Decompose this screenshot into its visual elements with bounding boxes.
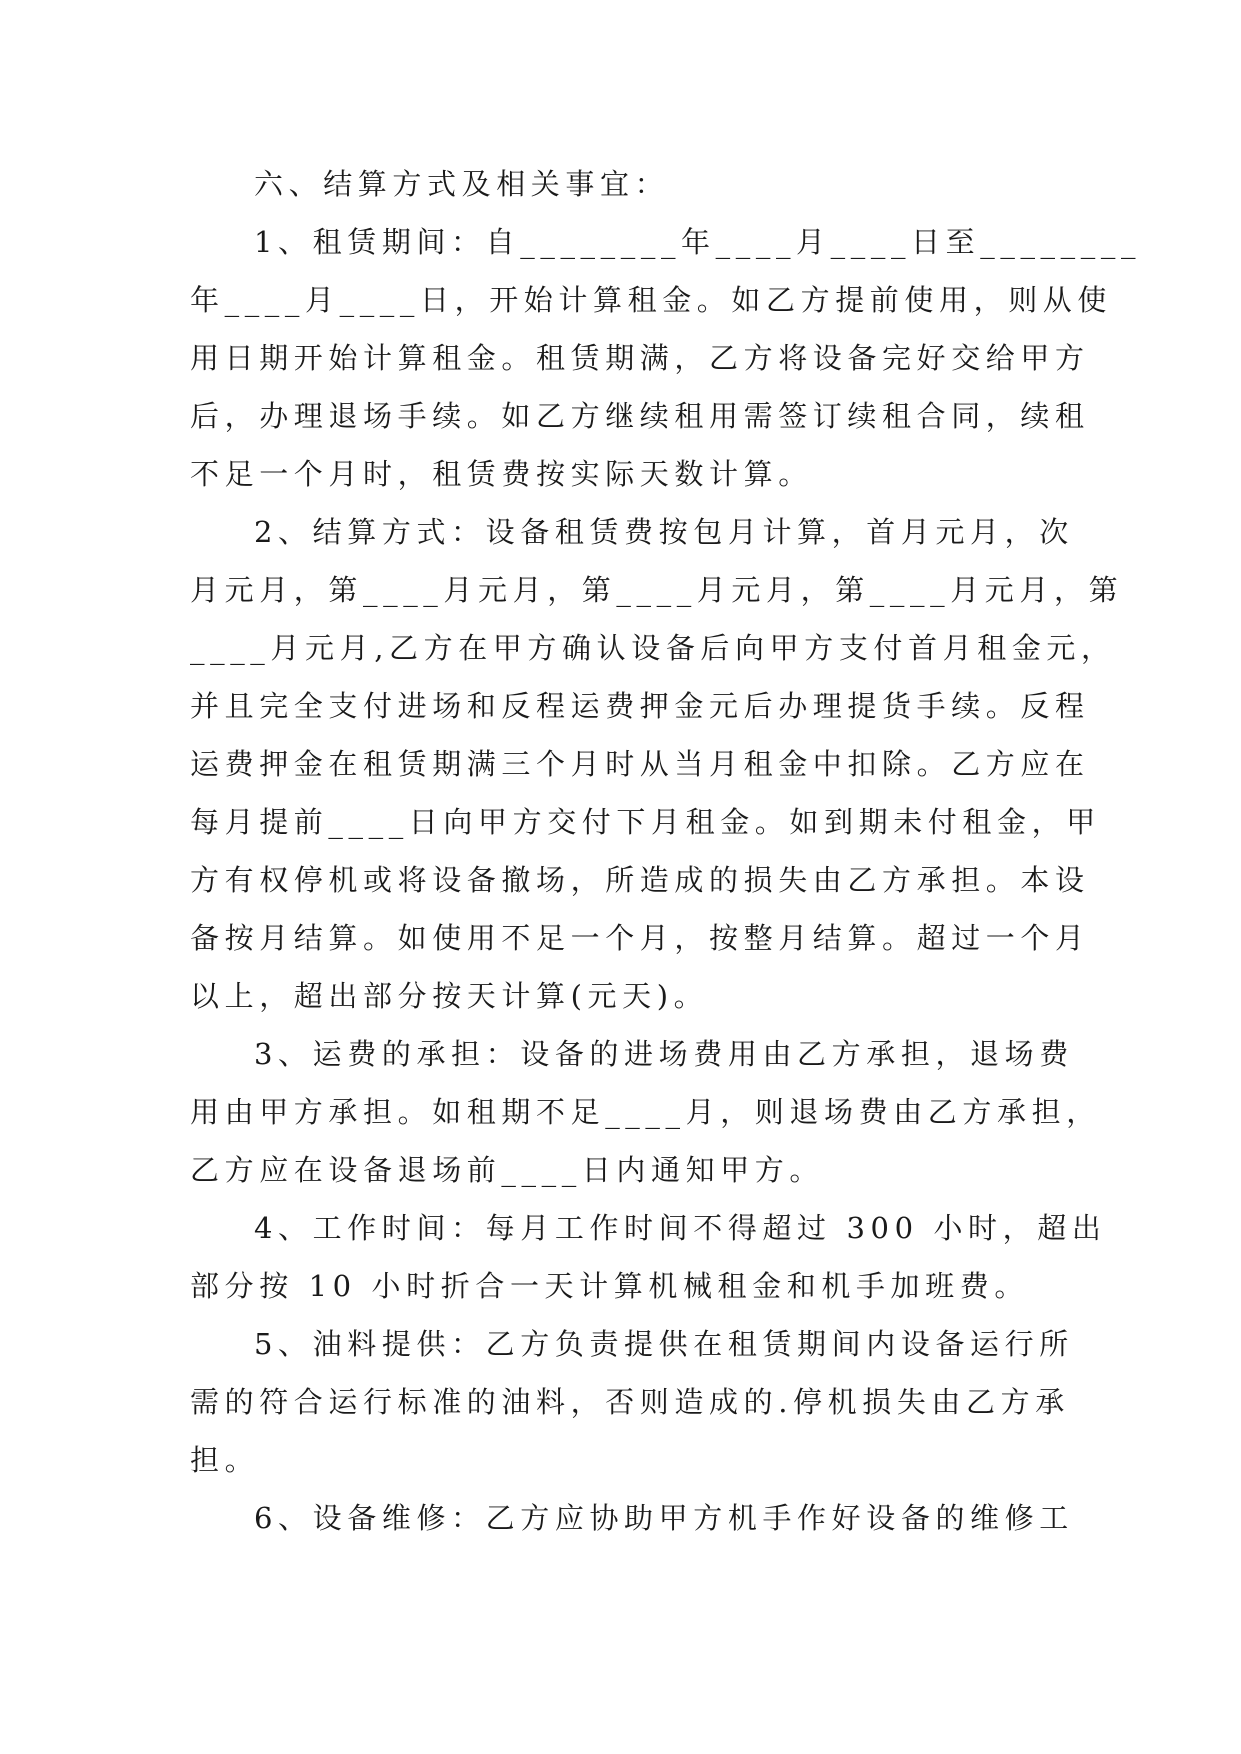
paragraph-3-line-2: 用由甲方承担。如租期不足____月，则退场费由乙方承担， [190,1095,1101,1129]
paragraph-1-line-3: 用日期开始计算租金。租赁期满，乙方将设备完好交给甲方 [190,341,1090,375]
document-body [190,155,1142,1547]
paragraph-4-line-2: 部分按 10 小时折合一天计算机械租金和机手加班费。 [190,1269,1029,1303]
paragraph-2-line-5: 运费押金在租赁期满三个月时从当月租金中扣除。乙方应在 [190,747,1090,781]
paragraph-2-line-8: 备按月结算。如使用不足一个月，按整月结算。超过一个月 [190,921,1090,955]
paragraph-1-line-4: 后，办理退场手续。如乙方继续租用需签订续租合同，续租 [190,399,1090,433]
paragraph-5-line-3: 担。 [190,1443,260,1477]
paragraph-2-line-2: 月元月，第____月元月，第____月元月，第____月元月，第 [190,573,1124,607]
paragraph-2-line-1: 2、结算方式：设备租赁费按包月计算，首月元月，次 [254,515,1074,549]
section-heading: 六、结算方式及相关事宜： [254,167,670,201]
paragraph-3-line-1: 3、运费的承担：设备的进场费用由乙方承担，退场费 [254,1037,1074,1071]
paragraph-5-line-2: 需的符合运行标准的油料，否则造成的.停机损失由乙方承 [190,1385,1070,1419]
paragraph-3-line-3: 乙方应在设备退场前____日内通知甲方。 [190,1153,825,1187]
paragraph-1-line-1: 1、租赁期间：自________年____月____日至________ [254,225,1142,259]
paragraph-2-line-3: ____月元月,乙方在甲方确认设备后向甲方支付首月租金元， [190,631,1116,665]
paragraph-2-line-6: 每月提前____日向甲方交付下月租金。如到期未付租金，甲 [190,805,1101,839]
paragraph-5-line-1: 5、油料提供：乙方负责提供在租赁期间内设备运行所 [254,1327,1074,1361]
paragraph-4-line-1: 4、工作时间：每月工作时间不得超过 300 小时，超出 [254,1211,1107,1245]
paragraph-2-line-7: 方有权停机或将设备撤场，所造成的损失由乙方承担。本设 [190,863,1090,897]
paragraph-2-line-4: 并且完全支付进场和反程运费押金元后办理提货手续。反程 [190,689,1090,723]
paragraph-1-line-2: 年____月____日，开始计算租金。如乙方提前使用，则从使 [190,283,1113,317]
paragraph-2-line-9: 以上，超出部分按天计算(元天)。 [190,979,709,1013]
paragraph-6-line-1: 6、设备维修：乙方应协助甲方机手作好设备的维修工 [254,1501,1074,1535]
paragraph-1-line-5: 不足一个月时，租赁费按实际天数计算。 [190,457,813,491]
